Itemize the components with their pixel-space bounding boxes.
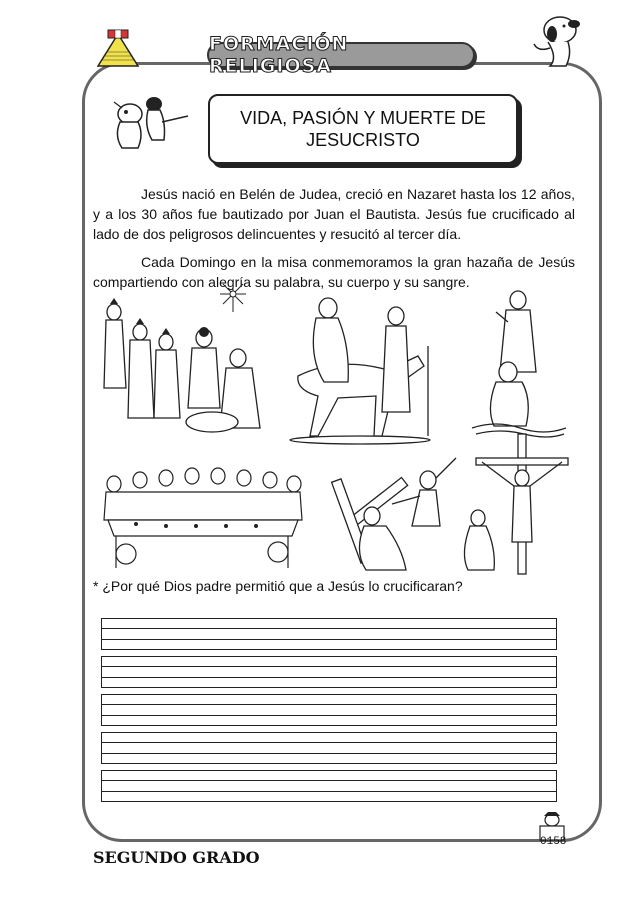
lesson-title-box — [208, 94, 518, 164]
subject-title: FORMACIÓN RELIGIOSA — [209, 33, 349, 77]
nativity-scene-icon — [100, 298, 268, 438]
baptism-icon — [466, 288, 568, 436]
last-supper-icon — [96, 464, 308, 570]
grade-label: SEGUNDO GRADO — [93, 848, 260, 867]
answer-lines-1[interactable] — [101, 618, 557, 650]
crucifixion-icon — [454, 430, 574, 576]
snoopy-mascot-icon — [528, 8, 588, 70]
page-number: 0158 — [540, 836, 567, 848]
school-emblem-icon — [96, 28, 140, 68]
question-text: * ¿Por qué Dios padre permitió que a Jesús lo crucificaran? — [93, 578, 463, 594]
cartoon-character-icon — [108, 92, 190, 154]
answer-lines-5[interactable] — [101, 770, 557, 802]
answer-lines-2[interactable] — [101, 656, 557, 688]
answer-lines-4[interactable] — [101, 732, 557, 764]
way-of-the-cross-icon — [336, 456, 460, 574]
paragraph-2: Cada Domingo en la misa conmemoramos la gran hazaña de Jesús compartiendo con alegría su palabra, su cuerpo y su sangre. — [93, 254, 575, 290]
paragraph-1: Jesús nació en Belén de Judea, creció en Nazaret hasta los 12 años, y a los 30 años fue bautizado por Juan el Bautista. Jesús fue crucificado al lado de dos peligrosos delincuentes y resucitó al tercer día. — [93, 186, 575, 242]
flight-to-egypt-icon — [278, 286, 442, 446]
lesson-title: VIDA, PASIÓN Y MUERTE DE JESUCRISTO — [240, 108, 486, 150]
answer-lines-3[interactable] — [101, 694, 557, 726]
subject-header — [207, 33, 475, 77]
